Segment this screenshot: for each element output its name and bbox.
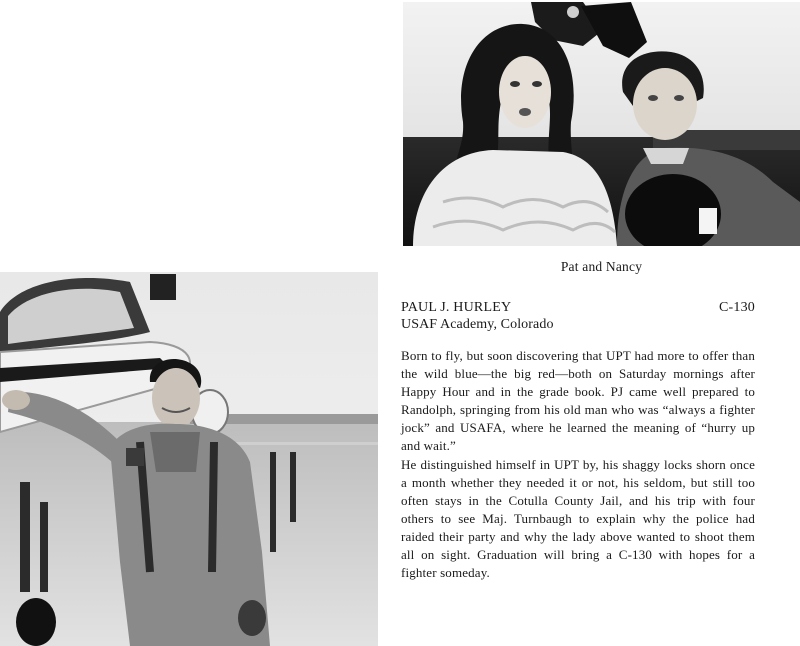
bio-section (401, 299, 755, 582)
pilot-photo (0, 272, 378, 646)
person-name: PAUL J. HURLEY (401, 300, 512, 315)
bio-paragraph-2: He distinguished himself in UPT by, his shaggy locks shorn once a month whether they needed it or not, his seldom, but still too often stays in the Cotulla County Jail, and his trip with four others to see Maj. Turnbaugh to explain why the police had raided their party and why the lady above wanted to shoot them all on sight. Graduation will bring a C-130 with hopes for a fighter someday. (401, 456, 755, 581)
bio-header (401, 299, 755, 316)
person-origin: USAF Academy, Colorado (401, 317, 554, 332)
bio-paragraph-1: Born to fly, but soon discovering that UPT had more to offer than the wild blue—the big red—both on Saturday mornings after Happy Hour and in the grade book. PJ came well prepared to Randolph, springing from his old man who was “always a fighter jock” and USAFA, where he learned the meaning of “hurry up and wait.” (401, 348, 755, 454)
bio-text (401, 347, 755, 582)
couple-photo (403, 2, 800, 246)
aircraft-assignment: C-130 (719, 300, 755, 315)
photo-caption: Pat and Nancy (560, 259, 643, 274)
